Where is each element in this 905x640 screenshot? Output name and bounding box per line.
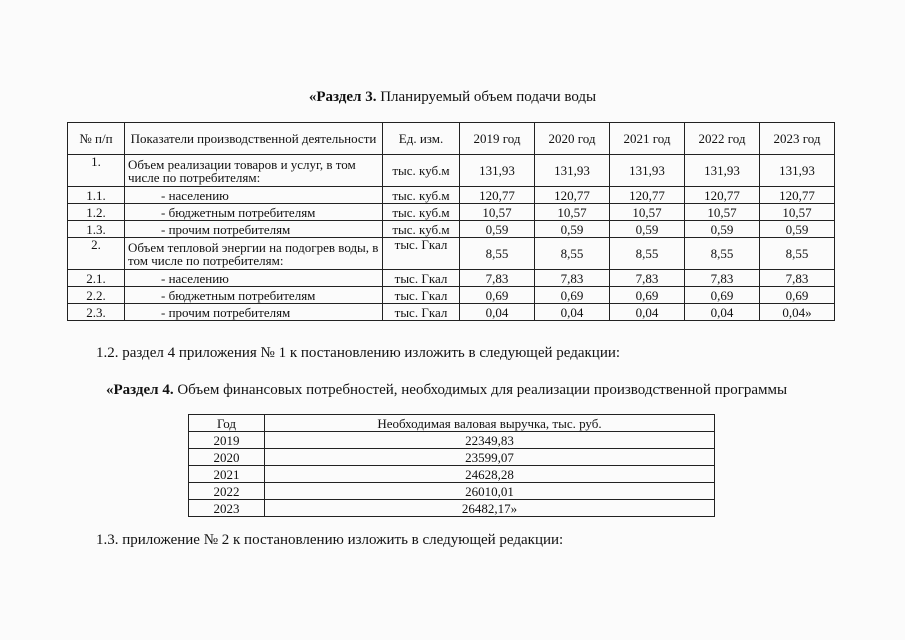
row-number-cell: 1.1.	[68, 187, 125, 204]
value-cell: 0,04	[685, 304, 760, 321]
value-cell: 8,55	[685, 238, 760, 270]
row-number-cell: 1.2.	[68, 204, 125, 221]
row-number-cell: 2.3.	[68, 304, 125, 321]
section4-heading-text: Объем финансовых потребностей, необходимых для реализации производственной программы	[173, 382, 788, 398]
indicator-name-cell: - населению	[125, 187, 383, 204]
row-number-cell: 1.3.	[68, 221, 125, 238]
indicator-name-cell: - прочим потребителям	[125, 221, 383, 238]
table-row	[68, 238, 835, 270]
unit-cell: тыс. Гкал	[383, 270, 460, 287]
value-cell: 0,04»	[760, 304, 835, 321]
value-cell: 120,77	[685, 187, 760, 204]
value-cell: 8,55	[460, 238, 535, 270]
table-row	[68, 204, 835, 221]
revenue-cell: 26482,17»	[265, 500, 715, 517]
value-cell: 0,59	[460, 221, 535, 238]
row-number-cell: 2.2.	[68, 287, 125, 304]
table-row	[189, 449, 715, 466]
value-cell: 0,69	[610, 287, 685, 304]
value-cell: 10,57	[535, 204, 610, 221]
year-cell: 2021	[189, 466, 265, 483]
value-cell: 0,69	[760, 287, 835, 304]
unit-cell: тыс. Гкал	[383, 304, 460, 321]
value-cell: 0,69	[685, 287, 760, 304]
table-row	[189, 483, 715, 500]
table-row	[68, 155, 835, 187]
value-cell: 7,83	[610, 270, 685, 287]
value-cell: 7,83	[535, 270, 610, 287]
value-cell: 7,83	[460, 270, 535, 287]
value-cell: 10,57	[685, 204, 760, 221]
value-cell: 7,83	[760, 270, 835, 287]
table-row	[189, 432, 715, 449]
value-cell: 0,59	[685, 221, 760, 238]
unit-cell: тыс. куб.м	[383, 221, 460, 238]
value-cell: 0,69	[535, 287, 610, 304]
section3-heading	[0, 89, 905, 106]
value-cell: 10,57	[460, 204, 535, 221]
value-cell: 8,55	[610, 238, 685, 270]
value-cell: 120,77	[760, 187, 835, 204]
value-cell: 131,93	[535, 155, 610, 187]
unit-cell: тыс. куб.м	[383, 187, 460, 204]
unit-cell: тыс. Гкал	[383, 287, 460, 304]
indicator-name-cell: - населению	[125, 270, 383, 287]
value-cell: 8,55	[535, 238, 610, 270]
table-header-row	[189, 415, 715, 432]
section3-heading-bold: «Раздел 3.	[308, 89, 377, 105]
year-cell: 2023	[189, 500, 265, 517]
indicator-name-cell: - бюджетным потребителям	[125, 287, 383, 304]
table-row	[68, 187, 835, 204]
header-cell: 2023 год	[760, 123, 835, 155]
header-cell: Показатели производственной деятельности	[125, 123, 383, 155]
table-row	[68, 287, 835, 304]
header-cell: Необходимая валовая выручка, тыс. руб.	[265, 415, 715, 432]
value-cell: 0,69	[460, 287, 535, 304]
table-row	[68, 304, 835, 321]
indicator-name-cell: - прочим потребителям	[125, 304, 383, 321]
value-cell: 8,55	[760, 238, 835, 270]
unit-cell: тыс. куб.м	[383, 204, 460, 221]
header-cell: № п/п	[68, 123, 125, 155]
row-number-cell: 2.1.	[68, 270, 125, 287]
revenue-cell: 22349,83	[265, 432, 715, 449]
header-cell: 2019 год	[460, 123, 535, 155]
year-cell: 2019	[189, 432, 265, 449]
value-cell: 120,77	[610, 187, 685, 204]
value-cell: 0,04	[460, 304, 535, 321]
value-cell: 0,59	[760, 221, 835, 238]
table-row	[68, 221, 835, 238]
table-row	[189, 500, 715, 517]
revenue-cell: 26010,01	[265, 483, 715, 500]
value-cell: 10,57	[610, 204, 685, 221]
value-cell: 131,93	[610, 155, 685, 187]
value-cell: 131,93	[760, 155, 835, 187]
value-cell: 10,57	[760, 204, 835, 221]
paragraph-1-2: 1.2. раздел 4 приложения № 1 к постановлению изложить в следующей редакции:	[96, 345, 621, 361]
value-cell: 0,59	[535, 221, 610, 238]
value-cell: 0,59	[610, 221, 685, 238]
header-cell: 2020 год	[535, 123, 610, 155]
revenue-cell: 23599,07	[265, 449, 715, 466]
header-cell: Год	[189, 415, 265, 432]
year-cell: 2020	[189, 449, 265, 466]
section4-heading	[106, 382, 787, 399]
revenue-cell: 24628,28	[265, 466, 715, 483]
header-cell: 2022 год	[685, 123, 760, 155]
revenue-table	[188, 414, 715, 517]
value-cell: 131,93	[460, 155, 535, 187]
row-number-cell: 2.	[68, 238, 125, 270]
header-cell: Ед. изм.	[383, 123, 460, 155]
indicator-name-cell: Объем тепловой энергии на подогрев воды, в том числе по потребителям:	[125, 238, 383, 270]
value-cell: 0,04	[535, 304, 610, 321]
water-supply-table	[67, 122, 835, 321]
table-row	[189, 466, 715, 483]
value-cell: 0,04	[610, 304, 685, 321]
header-cell: 2021 год	[610, 123, 685, 155]
table-header-row	[68, 123, 835, 155]
table-row	[68, 270, 835, 287]
indicator-name-cell: Объем реализации товаров и услуг, в том числе по потребителям:	[125, 155, 383, 187]
indicator-name-cell: - бюджетным потребителям	[125, 204, 383, 221]
section3-heading-text: Планируемый объем подачи воды	[376, 89, 597, 105]
year-cell: 2022	[189, 483, 265, 500]
value-cell: 131,93	[685, 155, 760, 187]
value-cell: 7,83	[685, 270, 760, 287]
section4-heading-bold: «Раздел 4.	[106, 382, 174, 398]
row-number-cell: 1.	[68, 155, 125, 187]
unit-cell: тыс. Гкал	[383, 238, 460, 270]
paragraph-1-3: 1.3. приложение № 2 к постановлению изложить в следующей редакции:	[96, 532, 564, 548]
value-cell: 120,77	[535, 187, 610, 204]
value-cell: 120,77	[460, 187, 535, 204]
unit-cell: тыс. куб.м	[383, 155, 460, 187]
